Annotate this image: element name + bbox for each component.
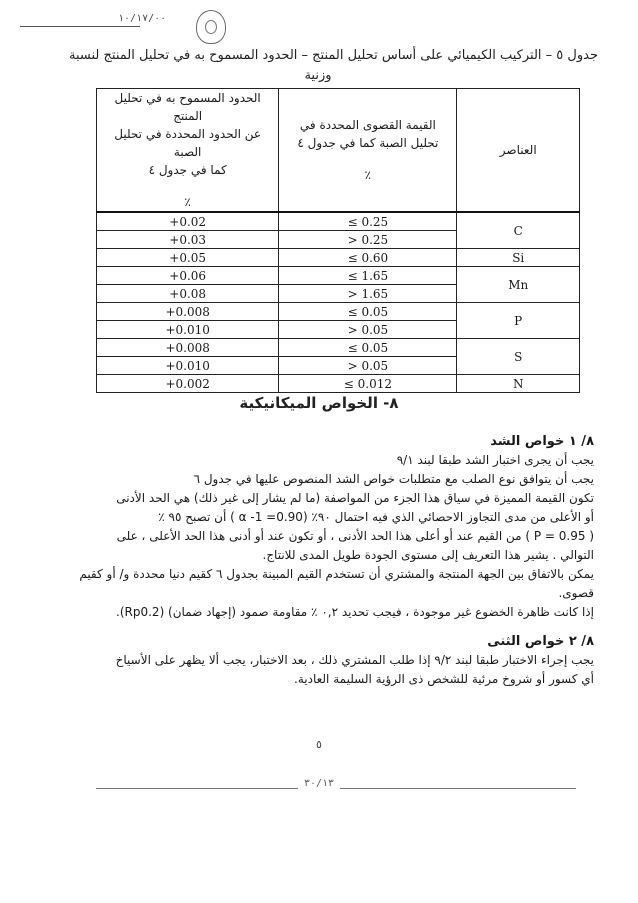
table-row bbox=[97, 267, 580, 285]
element-cell: S bbox=[457, 339, 580, 375]
header-elements-label: العناصر bbox=[499, 143, 537, 157]
paragraph-line: يجب إجراء الاختبار طبقا لبند ٩/٢ إذا طلب المشتري ذلك ، بعد الاختبار، يجب ألا يظهر على الأسياخ bbox=[115, 653, 594, 667]
dev-cell: +0.008 bbox=[97, 339, 279, 357]
max-cell: > 1.65 bbox=[279, 285, 457, 303]
header-max-line1: القيمة القصوى المحددة في bbox=[299, 118, 436, 132]
dev-cell: +0.02 bbox=[97, 212, 279, 231]
element-cell: C bbox=[457, 212, 580, 249]
header-rule bbox=[20, 26, 140, 27]
paragraph-line: التوالي . يشير هذا التعريف إلى مستوى الجودة طويل المدى للانتاج. bbox=[262, 548, 594, 562]
bend-section bbox=[34, 632, 594, 689]
table-caption-line2: وزنية bbox=[304, 68, 332, 83]
table-caption bbox=[38, 46, 598, 86]
table-row bbox=[97, 212, 580, 231]
paragraph-line: قصوى. bbox=[558, 586, 594, 600]
element-cell: P bbox=[457, 303, 580, 339]
element-cell: Si bbox=[457, 249, 580, 267]
tensile-subtitle: ٨/ ١ خواص الشد bbox=[490, 434, 594, 449]
max-cell: ≤ 0.05 bbox=[279, 339, 457, 357]
table-row bbox=[97, 339, 580, 357]
dev-cell: +0.08 bbox=[97, 285, 279, 303]
footer-code bbox=[0, 778, 638, 789]
footer-code-text: ٣٠/١٣ bbox=[298, 778, 340, 789]
dev-cell: +0.008 bbox=[97, 303, 279, 321]
table-row bbox=[97, 249, 580, 267]
table-header-row bbox=[97, 89, 580, 213]
dev-cell: +0.05 bbox=[97, 249, 279, 267]
paragraph-line: يجب أن يتوافق نوع الصلب مع متطلبات خواص الشد المنصوص عليها في جدول ٦ bbox=[193, 472, 594, 486]
dev-cell: +0.010 bbox=[97, 357, 279, 375]
dev-cell: +0.06 bbox=[97, 267, 279, 285]
paragraph-line: ( P = 0.95 ) من القيم عند أو أعلى هذا الحد الأدنى ، أو تكون عند أو أدنى هذا الحد الأعلى ، على bbox=[116, 529, 594, 543]
element-cell: Mn bbox=[457, 267, 580, 303]
header-max-unit: ٪ bbox=[364, 168, 372, 182]
paragraph-line: أي كسور أو شروخ مرئية للشخص ذى الرؤية السليمة العادية. bbox=[294, 672, 594, 686]
dev-cell: +0.010 bbox=[97, 321, 279, 339]
header-max-value bbox=[279, 89, 457, 213]
paragraph-line: يجب أن يجرى اختبار الشد طبقا لبند ٩/١ bbox=[396, 453, 594, 467]
dev-cell: +0.002 bbox=[97, 375, 279, 393]
paragraph-line: تكون القيمة المميزة في سياق هذا الجزء من المواصفة (ما لم يشار إلى غير ذلك) هي الحد الأدنى bbox=[116, 491, 594, 505]
table-row bbox=[97, 375, 580, 393]
bend-subtitle: ٨/ ٢ خواص الثنى bbox=[487, 634, 594, 649]
composition-table bbox=[96, 88, 580, 393]
max-cell: > 0.05 bbox=[279, 321, 457, 339]
max-cell: ≤ 0.012 bbox=[279, 375, 457, 393]
max-cell: ≤ 0.25 bbox=[279, 212, 457, 231]
header-dev-unit: ٪ bbox=[184, 195, 191, 209]
table-caption-line1: جدول ٥ – التركيب الكيميائي على أساس تحليل المنتج – الحدود المسموح به في تحليل المنتج لنسبة bbox=[69, 48, 598, 63]
header-deviation bbox=[97, 89, 279, 213]
tensile-section bbox=[34, 432, 594, 622]
paragraph-line: يمكن بالاتفاق بين الجهة المنتجة والمشتري أن تستخدم القيم المبينة بجدول ٦ كقيم دنيا محددة و/ أو كقيم bbox=[79, 567, 594, 581]
page-mark: ٥ bbox=[316, 738, 322, 751]
paragraph-line: أو الأعلى من مدى التجاوز الاحصائي الذي فيه احتمال ٩٠٪ (0.90= α -1 ) أن تصبح ٩٥ ٪ bbox=[158, 510, 594, 524]
max-cell: ≤ 0.60 bbox=[279, 249, 457, 267]
header-elements bbox=[457, 89, 580, 213]
table-row bbox=[97, 303, 580, 321]
element-cell: N bbox=[457, 375, 580, 393]
header-max-line2: تحليل الصبة كما في جدول ٤ bbox=[297, 136, 439, 150]
paragraph-line: إذا كانت ظاهرة الخضوع غير موجودة ، فيجب تحديد ٠,٢ ٪ مقاومة صمود (إجهاد ضمان) (Rp0.2). bbox=[116, 605, 594, 619]
max-cell: > 0.05 bbox=[279, 357, 457, 375]
header-code: ١٠/١٧/٠٠ bbox=[118, 13, 167, 24]
section-title: ٨- الخواص الميكانيكية bbox=[239, 394, 399, 412]
max-cell: > 0.25 bbox=[279, 231, 457, 249]
emblem-logo-icon bbox=[196, 10, 226, 44]
max-cell: ≤ 1.65 bbox=[279, 267, 457, 285]
dev-cell: +0.03 bbox=[97, 231, 279, 249]
header-dev-line3: كما في جدول ٤ bbox=[148, 163, 227, 177]
max-cell: ≤ 0.05 bbox=[279, 303, 457, 321]
header-dev-line1: الحدود المسموح به في تحليل المنتج bbox=[114, 91, 261, 123]
header-dev-line2: عن الحدود المحددة في تحليل الصبة bbox=[114, 127, 262, 159]
